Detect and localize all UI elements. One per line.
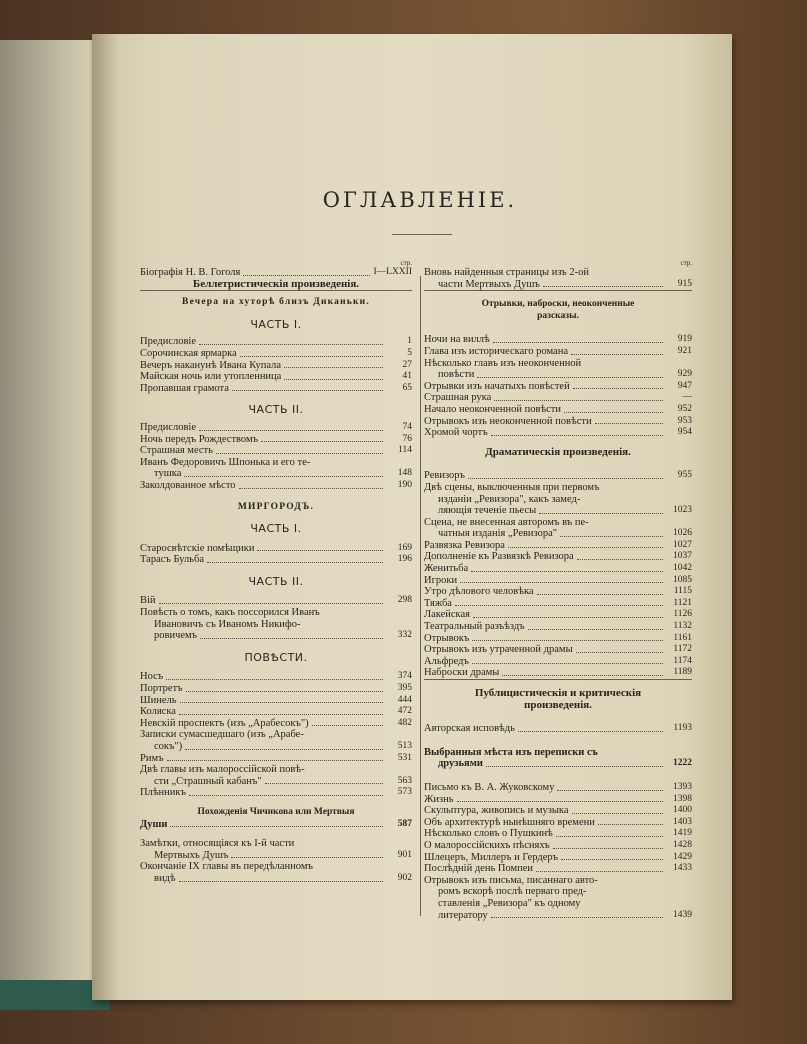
toc-entry — [140, 434, 412, 446]
toc-entry-page: 587 — [397, 818, 412, 829]
title-rule — [392, 234, 452, 235]
toc-entry-title: Римъ — [140, 752, 164, 764]
section-heading: Драматическія произведенія. — [485, 445, 631, 458]
toc-entry-title: Отрывокъ — [424, 632, 470, 644]
section-heading: Публицистическія и критическія — [474, 687, 642, 699]
spacer — [140, 663, 412, 671]
toc-entry-page: 482 — [397, 717, 412, 728]
toc-entry-page: 952 — [677, 403, 692, 414]
toc-entry — [424, 644, 692, 656]
dot-leader — [491, 917, 663, 918]
toc-entry — [140, 554, 412, 566]
toc-entry-page: 1121 — [673, 597, 692, 608]
toc-entry — [140, 671, 412, 683]
dot-leader — [455, 605, 663, 606]
toc-entry-title: Авторская исповѣдь — [424, 723, 515, 735]
toc-entry-page: 1042 — [673, 563, 692, 574]
dot-leader — [537, 594, 663, 595]
toc-entry-page: 332 — [397, 630, 412, 641]
dot-leader — [486, 766, 663, 767]
toc-entry-page: 531 — [397, 752, 412, 763]
toc-entry — [140, 336, 412, 348]
toc-entry — [140, 468, 412, 480]
toc-entry — [140, 348, 412, 360]
toc-entry-title: Ночь передъ Рождествомъ — [140, 433, 259, 445]
dot-leader — [528, 629, 663, 630]
toc-entry-page: 954 — [677, 427, 692, 438]
toc-entry-page: 929 — [677, 369, 692, 380]
toc-entry-title: ровичемъ — [154, 630, 198, 642]
dot-leader — [240, 356, 383, 357]
toc-entry-page: 1400 — [673, 805, 692, 816]
toc-entry-title: Предисловіе — [140, 421, 197, 433]
toc-entry-title: Души — [140, 818, 168, 830]
dot-leader — [491, 435, 663, 436]
toc-entry-page: 915 — [677, 278, 692, 289]
toc-entry — [424, 470, 692, 482]
toc-entry-page: 114 — [398, 445, 412, 456]
toc-entry — [424, 758, 692, 770]
toc-entry — [140, 630, 412, 642]
toc-entry-title: Портретъ — [140, 683, 183, 695]
toc-entry-page: 1132 — [673, 621, 692, 632]
toc-entry-line: Ивановичъ съ Иваномъ Никифо- — [154, 618, 301, 630]
work-heading: разсказы. — [537, 310, 579, 321]
dot-leader — [216, 453, 383, 454]
toc-entry — [424, 852, 692, 864]
work-heading: Похожденія Чичикова или Мертвыя — [197, 806, 355, 817]
toc-entry — [140, 445, 412, 457]
dot-leader — [284, 367, 383, 368]
toc-entry-page: 955 — [677, 470, 692, 481]
spacer — [424, 322, 692, 334]
toc-entry — [424, 863, 692, 875]
dot-leader — [493, 342, 663, 343]
dot-leader — [543, 286, 663, 287]
dot-leader — [571, 354, 663, 355]
toc-entry-page: 76 — [402, 433, 412, 444]
toc-entry-page: 953 — [677, 415, 692, 426]
toc-entry-title: Біографія Н. В. Гоголя — [140, 267, 241, 278]
toc-entry-page: 1023 — [673, 505, 692, 516]
toc-entry-title: Сорочинская ярмарка — [140, 347, 237, 359]
toc-entry — [140, 776, 412, 788]
dot-leader — [477, 377, 663, 378]
toc-entry — [140, 383, 412, 395]
spacer — [424, 291, 692, 299]
toc-entry-title: Хромой чортъ — [424, 427, 488, 439]
part-heading: ЧАСТЬ II. — [248, 574, 304, 588]
toc-entry — [140, 695, 412, 707]
toc-entry — [424, 279, 692, 292]
toc-entry-title: Дополненіе къ Развязкѣ Ревизора — [424, 551, 574, 563]
toc-entry-line: Окончаніе IX главы въ передѣланномъ — [140, 861, 313, 873]
toc-entry-title: тушка — [154, 468, 182, 480]
toc-entry — [424, 392, 692, 404]
page-column-label: стр. — [680, 259, 692, 267]
toc-entry-line: Иванъ Федоровичъ Шпонька и его те- — [140, 456, 311, 468]
toc-entry-title: Старосвѣтскіе помѣщики — [140, 542, 255, 554]
toc-entry-page: 41 — [402, 371, 412, 382]
dot-leader — [508, 547, 663, 548]
toc-entry-title: О малороссійскихъ пѣсняхъ — [424, 839, 550, 851]
spacer — [424, 770, 692, 782]
toc-entry-title: Объ архитектурѣ нынѣшняго времени — [424, 816, 595, 828]
toc-entry — [140, 683, 412, 695]
toc-entry-page: 190 — [397, 479, 412, 490]
toc-entry-title: видѣ — [154, 872, 176, 884]
toc-entry-page: 395 — [397, 683, 412, 694]
toc-entry-page: 1429 — [673, 851, 692, 862]
toc-entry — [424, 505, 692, 517]
toc-entry — [140, 422, 412, 434]
toc-entry-page: 1 — [407, 336, 412, 347]
dot-leader — [457, 801, 663, 802]
toc-entry-title: сокъ") — [154, 741, 183, 752]
toc-entry-title: Жизнь — [424, 793, 454, 805]
toc-entry-title: Тарасъ Бульба — [140, 554, 205, 566]
dot-leader — [265, 783, 383, 784]
toc-entry-line: Выбранныя мѣста изъ переписки съ — [424, 746, 598, 758]
toc-entry — [424, 575, 692, 587]
toc-entry-page: 1439 — [673, 909, 692, 920]
toc-entry — [424, 667, 692, 680]
toc-entry-title: Отрывокъ изъ утраченной драмы — [424, 644, 573, 656]
toc-entry — [140, 371, 412, 383]
toc-entry-page: 27 — [402, 359, 412, 370]
toc-entry — [424, 817, 692, 829]
toc-entry-line: Повѣсть о томъ, какъ поссорился Иванъ — [140, 607, 320, 619]
dot-leader — [185, 749, 383, 750]
toc-entry — [424, 404, 692, 416]
dot-leader — [561, 859, 663, 860]
dot-leader — [473, 617, 663, 618]
toc-entry-title: Отрывокъ изъ неоконченной повѣсти — [424, 415, 592, 427]
toc-entry-title: Начало неоконченной повѣсти — [424, 403, 562, 415]
toc-entry-title: Страшная месть — [140, 445, 213, 457]
section-heading: произведенія. — [524, 698, 592, 711]
toc-entry — [140, 819, 412, 831]
dot-leader — [536, 871, 663, 872]
dot-leader — [595, 423, 663, 424]
toc-entry-title: Коляска — [140, 706, 176, 718]
toc-left-column — [140, 258, 412, 885]
dot-leader — [557, 790, 663, 791]
toc-entry-title: Заколдованное мѣсто — [140, 479, 236, 491]
toc-entry — [140, 787, 412, 799]
toc-entry-title: Послѣдній день Помпеи — [424, 863, 534, 875]
toc-entry-page: 1115 — [673, 586, 692, 597]
toc-entry — [424, 334, 692, 346]
toc-entry — [424, 416, 692, 428]
toc-entry-line: Отрывокъ изъ письма, писаннаго авто- — [424, 874, 598, 886]
section-heading: Беллетристическія произведенія. — [140, 279, 412, 292]
toc-entry-title: Шинель — [140, 694, 177, 706]
toc-entry-title: Носъ — [140, 671, 164, 683]
part-heading: ЧАСТЬ II. — [248, 403, 304, 417]
spacer — [424, 735, 692, 747]
toc-entry-page: 65 — [402, 382, 412, 393]
toc-entry — [140, 873, 412, 885]
toc-entry — [140, 850, 412, 862]
toc-entry-line: Вновь найденныя страницы изъ 2-ой — [424, 267, 589, 278]
toc-entry — [140, 360, 412, 372]
toc-entry — [140, 718, 412, 730]
toc-entry-title: Вечеръ наканунѣ Ивана Купала — [140, 359, 282, 371]
toc-entry-page: 1172 — [673, 644, 692, 655]
toc-entry-title: Плѣнникъ — [140, 787, 186, 799]
toc-entry-page: I—LXXII — [373, 267, 412, 277]
toc-entry-page: 901 — [397, 849, 412, 860]
toc-entry-page: 513 — [397, 741, 412, 751]
toc-entry-title: Отрывки изъ начатыхъ повѣстей — [424, 380, 570, 392]
toc-entry-title: ляющія теченіе пьесы — [438, 505, 537, 517]
toc-entry — [424, 381, 692, 393]
toc-entry-line: Замѣтки, относящіяся къ I-й части — [140, 838, 295, 850]
toc-entry-line: Сцена, не внесенная авторомъ въ пе- — [424, 516, 589, 528]
toc-entry-page: 374 — [397, 671, 412, 682]
toc-entry — [424, 598, 692, 610]
toc-entry-page: 1027 — [673, 539, 692, 550]
toc-right-column — [424, 258, 692, 921]
toc-entry-title: Лакейская — [424, 609, 470, 621]
toc-entry-title: части Мертвыхъ Душъ — [438, 278, 540, 290]
spacer — [140, 799, 412, 807]
toc-entry-line: ромъ вскорѣ послѣ перваго пред- — [438, 886, 587, 898]
toc-entry-title: друзьями — [438, 758, 483, 770]
dot-leader — [539, 513, 663, 514]
dot-leader — [199, 430, 383, 431]
toc-entry-title: Тяжба — [424, 597, 452, 609]
toc-entry — [424, 633, 692, 645]
toc-entry — [140, 543, 412, 555]
dot-leader — [231, 857, 383, 858]
dot-leader — [518, 731, 663, 732]
toc-entry-title: Игроки — [424, 574, 458, 586]
toc-entry — [424, 528, 692, 540]
toc-entry-title: Предисловіе — [140, 336, 197, 348]
toc-entry-title: Скульптура, живопись и музыка — [424, 805, 569, 817]
dot-leader — [471, 571, 663, 572]
toc-entry — [140, 267, 412, 279]
toc-entry-line: Двѣ сцены, выключенныя при первомъ — [424, 481, 600, 493]
dot-leader — [170, 826, 383, 827]
part-heading: ЧАСТЬ I. — [250, 317, 302, 331]
toc-entry-page: 947 — [677, 380, 692, 391]
dot-leader — [284, 379, 383, 380]
toc-entry — [140, 741, 412, 753]
toc-entry-page: 1193 — [673, 723, 692, 734]
spacer — [140, 830, 412, 838]
toc-entry-page: 1037 — [673, 551, 692, 562]
toc-entry-page: 1189 — [673, 667, 692, 678]
part-heading: ЧАСТЬ I. — [250, 522, 302, 536]
toc-entry-title: Наброски драмы — [424, 667, 500, 679]
dot-leader — [243, 275, 370, 276]
toc-entry — [424, 427, 692, 439]
dot-leader — [576, 652, 663, 653]
toc-entry-title: Шлецеръ, Миллеръ и Гердеръ — [424, 851, 559, 863]
dot-leader — [189, 795, 383, 796]
toc-entry-line: Нѣсколько главъ изъ неоконченной — [424, 357, 582, 369]
toc-entry-title: Глава изъ историческаго романа — [424, 345, 568, 357]
toc-entry-title: Майская ночь или утопленница — [140, 371, 282, 383]
toc-entry-page: 444 — [397, 694, 412, 705]
dot-leader — [184, 476, 383, 477]
toc-entry-page: 5 — [407, 347, 412, 358]
toc-entry — [424, 723, 692, 735]
toc-entry-page: 472 — [397, 706, 412, 717]
dot-leader — [232, 390, 383, 391]
toc-entry-title: Письмо къ В. А. Жуковскому — [424, 781, 555, 793]
toc-entry — [424, 656, 692, 668]
dot-leader — [556, 836, 663, 837]
spacer — [424, 711, 692, 723]
toc-entry-title: повѣсти — [438, 369, 475, 381]
toc-entry — [140, 480, 412, 492]
toc-entry-line: Двѣ главы изъ малороссійской повѣ- — [140, 764, 305, 776]
dot-leader — [186, 691, 383, 692]
toc-entry — [424, 609, 692, 621]
subsection-heading: Вечера на хуторѣ близъ Диканьки. — [182, 297, 370, 308]
toc-entry-title: Ночи на виллѣ — [424, 334, 490, 346]
toc-entry — [140, 706, 412, 718]
toc-entry-page: 1222 — [673, 758, 692, 769]
toc-entry-page: 298 — [397, 595, 412, 606]
spacer — [424, 458, 692, 470]
toc-entry-page: 1428 — [673, 839, 692, 850]
toc-entry — [424, 346, 692, 358]
dot-leader — [166, 679, 383, 680]
toc-entry-page: 1433 — [673, 863, 692, 874]
dot-leader — [180, 702, 383, 703]
toc-entry-title: Женитьба — [424, 563, 469, 575]
toc-entry-title: Утро дѣлового человѣка — [424, 586, 534, 598]
dot-leader — [207, 562, 383, 563]
toc-entry — [424, 828, 692, 840]
toc-entry-page: 1174 — [673, 655, 692, 666]
toc-entry — [140, 753, 412, 765]
dot-leader — [312, 725, 383, 726]
work-heading: Отрывки, наброски, неоконченные — [481, 299, 635, 310]
dot-leader — [573, 388, 663, 389]
dot-leader — [553, 848, 663, 849]
toc-entry — [424, 369, 692, 381]
toc-entry-title: сти „Страшный кабанъ" — [154, 775, 262, 787]
toc-entry-page: 196 — [397, 554, 412, 565]
toc-entry-page: 1403 — [673, 816, 692, 827]
toc-entry-title: Страшная рука — [424, 392, 492, 404]
dot-leader — [199, 344, 383, 345]
toc-entry-page: 1393 — [673, 781, 692, 792]
dot-leader — [577, 559, 663, 560]
toc-entry-page: 902 — [397, 872, 412, 883]
toc-entry-title: Альфредъ — [424, 655, 469, 667]
toc-entry-page: 1026 — [673, 528, 692, 539]
toc-entry — [140, 595, 412, 607]
dot-leader — [502, 675, 663, 676]
dot-leader — [494, 400, 663, 401]
dot-leader — [261, 441, 383, 442]
toc-entry-line: Записки сумасшедшаго (изъ „Арабе- — [140, 729, 304, 741]
dot-leader — [167, 760, 383, 761]
toc-entry-title: Ревизоръ — [424, 470, 465, 482]
dot-leader — [468, 478, 663, 479]
column-divider — [420, 276, 421, 916]
dot-leader — [598, 824, 663, 825]
part-heading: ПОВѢСТИ. — [244, 650, 308, 664]
dot-leader — [472, 663, 663, 664]
toc-entry — [424, 805, 692, 817]
toc-entry-page: 1126 — [673, 609, 692, 620]
toc-entry-title: литератору — [438, 909, 488, 921]
toc-entry-title: Пропавшая грамота — [140, 382, 229, 394]
dot-leader — [159, 603, 383, 604]
toc-entry — [424, 794, 692, 806]
toc-entry-page: 921 — [677, 345, 692, 356]
spacer — [140, 492, 412, 502]
toc-entry — [424, 840, 692, 852]
toc-entry-title: Невскій проспектъ (изъ „Арабесокъ") — [140, 717, 309, 729]
toc-entry-page: 573 — [397, 787, 412, 798]
toc-entry-page: 1398 — [673, 793, 692, 804]
toc-entry — [424, 540, 692, 552]
dot-leader — [472, 640, 663, 641]
toc-entry — [424, 551, 692, 563]
toc-entry — [424, 621, 692, 633]
toc-entry — [424, 910, 692, 922]
toc-entry-title: Театральный разъѣздъ — [424, 621, 525, 633]
page-column-label: стр. — [400, 259, 412, 267]
toc-entry-page: — — [682, 392, 692, 403]
spacer — [140, 535, 412, 543]
gutter-shadow — [92, 34, 118, 1000]
spacer — [140, 587, 412, 595]
toc-entry-page: 919 — [677, 334, 692, 345]
toc-entry-title: чатныя изданія „Ревизора" — [438, 528, 558, 540]
page-title: ОГЛАВЛЕНІЕ. — [322, 188, 518, 212]
toc-entry-page: 148 — [397, 468, 412, 479]
toc-entry-title: Развязка Ревизора — [424, 539, 505, 551]
toc-entry-line: изданіи „Ревизора", какъ замед- — [438, 493, 581, 505]
toc-entry — [424, 563, 692, 575]
dot-leader — [257, 550, 383, 551]
dot-leader — [239, 488, 383, 489]
toc-entry-page: 563 — [397, 775, 412, 786]
dot-leader — [179, 881, 383, 882]
toc-entry-title: Нѣсколько словъ о Пушкинѣ — [424, 828, 553, 840]
toc-entry-page: 1419 — [673, 828, 692, 839]
toc-entry-page: 1085 — [673, 574, 692, 585]
dot-leader — [572, 813, 663, 814]
toc-entry-page: 74 — [402, 421, 412, 432]
dot-leader — [200, 638, 383, 639]
toc-entry-line: ставленія „Ревизора" къ одному — [438, 897, 581, 909]
toc-entry — [424, 782, 692, 794]
toc-entry — [424, 586, 692, 598]
toc-entry-title: Вій — [140, 595, 156, 607]
dot-leader — [460, 582, 663, 583]
toc-entry-title: Мертвыхъ Душъ — [154, 849, 229, 861]
dot-leader — [564, 412, 663, 413]
subsection-heading: МИРГОРОДЪ. — [237, 501, 315, 512]
dot-leader — [560, 536, 663, 537]
toc-entry-page: 1161 — [673, 632, 692, 643]
dot-leader — [179, 714, 383, 715]
toc-entry-page: 169 — [397, 542, 412, 553]
